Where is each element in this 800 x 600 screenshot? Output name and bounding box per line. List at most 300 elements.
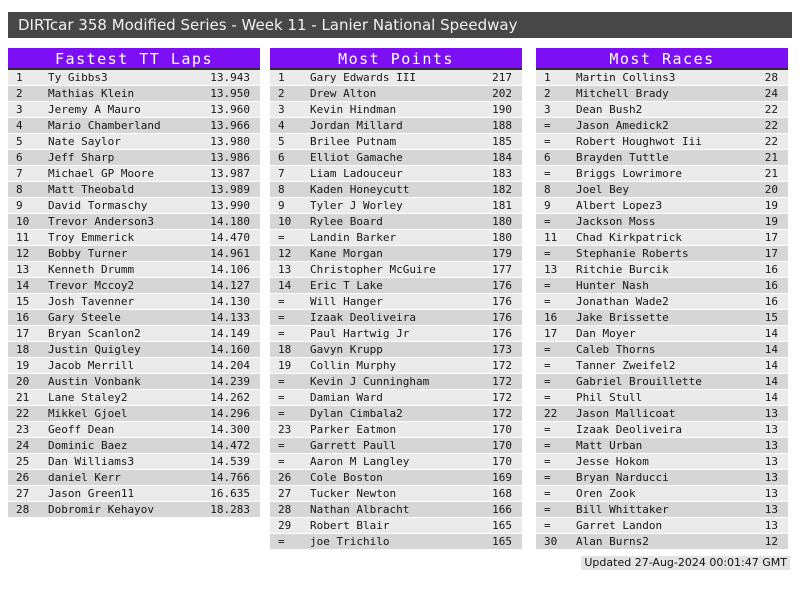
lap-time-cell: 14.204 [210,359,250,372]
rank-cell: 8 [16,183,23,196]
rank-cell: 18 [278,343,292,356]
driver-name-cell: Martin Collins3 [576,71,676,84]
table-row [8,230,260,245]
points-cell: 177 [492,263,512,276]
table-row [536,358,788,373]
driver-name-cell: Brilee Putnam [310,135,397,148]
rank-cell: = [544,487,551,500]
rank-cell: = [278,375,285,388]
rank-cell: = [278,231,285,244]
driver-name-cell: Aaron M Langley [310,455,410,468]
table-row [536,230,788,245]
driver-name-cell: Robert Houghwot Iii [576,135,702,148]
driver-name-cell: Collin Murphy [310,359,397,372]
table-row [536,342,788,357]
driver-name-cell: Jackson Moss [576,215,656,228]
driver-name-cell: Robert Blair [310,519,390,532]
driver-name-cell: Kane Morgan [310,247,383,260]
lap-time-cell: 13.960 [210,103,250,116]
table-row [8,406,260,421]
points-cell: 172 [492,359,512,372]
races-count-cell: 21 [764,151,778,164]
races-count-cell: 14 [764,343,778,356]
rank-cell: 27 [278,487,292,500]
races-count-cell: 19 [764,215,778,228]
points-cell: 170 [492,423,512,436]
table-row [536,86,788,101]
rank-cell: 23 [16,423,30,436]
table-row [270,374,522,389]
lap-time-cell: 14.127 [210,279,250,292]
rank-cell: 8 [544,183,551,196]
rank-cell: 15 [16,295,30,308]
rank-cell: = [278,439,285,452]
rank-cell: 14 [16,279,30,292]
driver-name-cell: Troy Emmerick [48,231,135,244]
driver-name-cell: Nathan Albracht [310,503,410,516]
rank-cell: 11 [16,231,30,244]
driver-name-cell: Gary Edwards III [310,71,416,84]
table-row [8,150,260,165]
driver-name-cell: Kaden Honeycutt [310,183,410,196]
driver-name-cell: Parker Eatmon [310,423,397,436]
points-cell: 185 [492,135,512,148]
rank-cell: = [544,215,551,228]
lap-time-cell: 14.470 [210,231,250,244]
table-row [270,166,522,181]
points-cell: 176 [492,279,512,292]
driver-name-cell: Ritchie Burcik [576,263,669,276]
rank-cell: 17 [16,327,30,340]
table-row [270,70,522,85]
driver-name-cell: Dan Williams3 [48,455,135,468]
updated-timestamp: Updated 27-Aug-2024 00:01:47 GMT [581,556,790,570]
table-row [536,534,788,549]
driver-name-cell: Trevor Mccoy2 [48,279,135,292]
races-count-cell: 15 [764,311,778,324]
driver-name-cell: Albert Lopez3 [576,199,663,212]
races-count-cell: 13 [764,487,778,500]
driver-name-cell: Jeremy A Mauro [48,103,141,116]
table-row [536,214,788,229]
driver-name-cell: Dylan Cimbala2 [310,407,403,420]
table-row [270,294,522,309]
table-row [270,198,522,213]
driver-name-cell: Matt Theobald [48,183,135,196]
lap-time-cell: 14.472 [210,439,250,452]
table-row [270,438,522,453]
rank-cell: = [544,247,551,260]
table-row [536,166,788,181]
driver-name-cell: Dobromir Kehayov [48,503,154,516]
rank-cell: 16 [16,311,30,324]
table-row [270,470,522,485]
driver-name-cell: Trevor Anderson3 [48,215,154,228]
driver-name-cell: Dominic Baez [48,439,128,452]
races-count-cell: 13 [764,407,778,420]
races-count-cell: 13 [764,503,778,516]
table-row [270,310,522,325]
lap-time-cell: 14.160 [210,343,250,356]
lap-time-cell: 14.296 [210,407,250,420]
lap-time-cell: 13.943 [210,71,250,84]
points-cell: 180 [492,231,512,244]
rank-cell: = [278,311,285,324]
driver-name-cell: Paul Hartwig Jr [310,327,410,340]
rank-cell: 3 [544,103,551,116]
rank-cell: 9 [544,199,551,212]
rank-cell: 13 [16,263,30,276]
lap-time-cell: 13.989 [210,183,250,196]
rank-cell: 12 [16,247,30,260]
rank-cell: = [544,391,551,404]
driver-name-cell: Jesse Hokom [576,455,649,468]
table-row [270,486,522,501]
table-row [8,166,260,181]
lap-time-cell: 14.130 [210,295,250,308]
points-cell: 179 [492,247,512,260]
driver-name-cell: Mitchell Brady [576,87,669,100]
driver-name-cell: Bryan Narducci [576,471,669,484]
fastest-tt-laps-rows [8,70,260,517]
points-cell: 172 [492,407,512,420]
rank-cell: 23 [278,423,292,436]
driver-name-cell: Dean Bush2 [576,103,643,116]
driver-name-cell: Josh Tavenner [48,295,135,308]
points-cell: 183 [492,167,512,180]
rank-cell: = [544,471,551,484]
lap-time-cell: 14.149 [210,327,250,340]
lap-time-cell: 14.133 [210,311,250,324]
driver-name-cell: Ty Gibbs3 [48,71,108,84]
table-row [270,134,522,149]
driver-name-cell: Garret Landon [576,519,663,532]
table-row [270,406,522,421]
driver-name-cell: Jason Green11 [48,487,135,500]
driver-name-cell: Nate Saylor [48,135,121,148]
rank-cell: 16 [544,311,558,324]
rank-cell: 1 [544,71,551,84]
rank-cell: = [544,359,551,372]
points-cell: 172 [492,391,512,404]
driver-name-cell: Phil Stull [576,391,643,404]
rank-cell: = [278,455,285,468]
races-count-cell: 22 [764,119,778,132]
driver-name-cell: Geoff Dean [48,423,115,436]
lap-time-cell: 14.262 [210,391,250,404]
driver-name-cell: Gary Steele [48,311,121,324]
table-row [8,310,260,325]
rank-cell: = [544,439,551,452]
rank-cell: = [278,327,285,340]
leaderboard-most-races [536,48,788,550]
points-cell: 165 [492,519,512,532]
panel-header-most-races: Most Races [536,48,788,70]
rank-cell: 4 [16,119,23,132]
races-count-cell: 13 [764,519,778,532]
races-count-cell: 13 [764,471,778,484]
table-row [536,278,788,293]
driver-name-cell: Kenneth Drumm [48,263,135,276]
rank-cell: 8 [278,183,285,196]
table-row [536,486,788,501]
lap-time-cell: 13.990 [210,199,250,212]
driver-name-cell: Jordan Millard [310,119,403,132]
table-row [536,198,788,213]
driver-name-cell: Kevin Hindman [310,103,397,116]
table-row [8,246,260,261]
rank-cell: 28 [278,503,292,516]
lap-time-cell: 14.766 [210,471,250,484]
table-row [270,518,522,533]
rank-cell: = [278,407,285,420]
table-row [536,502,788,517]
races-count-cell: 14 [764,359,778,372]
table-row [8,102,260,117]
table-row [8,470,260,485]
races-count-cell: 19 [764,199,778,212]
rank-cell: 27 [16,487,30,500]
rank-cell: 26 [278,471,292,484]
table-row [8,454,260,469]
table-row [536,150,788,165]
points-cell: 202 [492,87,512,100]
races-count-cell: 28 [764,71,778,84]
driver-name-cell: Alan Burns2 [576,535,649,548]
races-count-cell: 16 [764,263,778,276]
most-races-rows [536,70,788,549]
races-count-cell: 21 [764,167,778,180]
rank-cell: = [278,295,285,308]
table-row [8,278,260,293]
lap-time-cell: 14.300 [210,423,250,436]
rank-cell: = [544,295,551,308]
rank-cell: 6 [278,151,285,164]
points-cell: 180 [492,215,512,228]
lap-time-cell: 13.966 [210,119,250,132]
driver-name-cell: Gabriel Brouillette [576,375,702,388]
table-row [536,406,788,421]
races-count-cell: 14 [764,375,778,388]
table-row [8,390,260,405]
table-row [8,326,260,341]
races-count-cell: 12 [764,535,778,548]
rank-cell: 10 [16,215,30,228]
driver-name-cell: Eric T Lake [310,279,383,292]
title-bar [8,12,792,38]
rank-cell: = [544,455,551,468]
driver-name-cell: Mathias Klein [48,87,135,100]
points-cell: 190 [492,103,512,116]
table-row [270,150,522,165]
rank-cell: 6 [16,151,23,164]
table-row [270,214,522,229]
table-row [536,422,788,437]
table-row [536,518,788,533]
table-row [270,454,522,469]
rank-cell: 19 [16,359,30,372]
points-cell: 170 [492,439,512,452]
driver-name-cell: Oren Zook [576,487,636,500]
table-row [8,214,260,229]
driver-name-cell: Izaak Deoliveira [310,311,416,324]
lap-time-cell: 13.987 [210,167,250,180]
table-row [8,502,260,517]
driver-name-cell: Bryan Scanlon2 [48,327,141,340]
rank-cell: 13 [544,263,558,276]
rank-cell: 4 [278,119,285,132]
driver-name-cell: joe Trichilo [310,535,390,548]
driver-name-cell: Austin Vonbank [48,375,141,388]
driver-name-cell: Tyler J Worley [310,199,403,212]
races-count-cell: 16 [764,295,778,308]
points-cell: 176 [492,311,512,324]
rank-cell: 5 [278,135,285,148]
rank-cell: 5 [16,135,23,148]
lap-time-cell: 13.950 [210,87,250,100]
rank-cell: 3 [16,103,23,116]
leaderboard-most-points [270,48,522,550]
table-row [536,438,788,453]
table-row [8,134,260,149]
rank-cell: 1 [16,71,23,84]
driver-name-cell: Caleb Thorns [576,343,656,356]
driver-name-cell: Tucker Newton [310,487,397,500]
rank-cell: 22 [16,407,30,420]
table-row [536,310,788,325]
rank-cell: 25 [16,455,30,468]
races-count-cell: 20 [764,183,778,196]
table-row [270,326,522,341]
rank-cell: = [544,135,551,148]
table-row [270,390,522,405]
driver-name-cell: daniel Kerr [48,471,121,484]
rank-cell: 12 [278,247,292,260]
table-row [8,486,260,501]
rank-cell: = [544,423,551,436]
rank-cell: 2 [544,87,551,100]
rank-cell: 6 [544,151,551,164]
driver-name-cell: Drew Alton [310,87,377,100]
driver-name-cell: Hunter Nash [576,279,649,292]
table-row [536,390,788,405]
lap-time-cell: 16.635 [210,487,250,500]
rank-cell: 20 [16,375,30,388]
table-row [270,86,522,101]
table-row [536,118,788,133]
lap-time-cell: 13.986 [210,151,250,164]
panel-header-most-points: Most Points [270,48,522,70]
driver-name-cell: Justin Quigley [48,343,141,356]
driver-name-cell: Jason Mallicoat [576,407,676,420]
table-row [8,262,260,277]
points-cell: 188 [492,119,512,132]
driver-name-cell: Garrett Paull [310,439,397,452]
rank-cell: = [278,535,285,548]
driver-name-cell: Will Hanger [310,295,383,308]
driver-name-cell: Jake Brissette [576,311,669,324]
table-row [8,294,260,309]
driver-name-cell: Lane Staley2 [48,391,128,404]
driver-name-cell: Gavyn Krupp [310,343,383,356]
points-cell: 168 [492,487,512,500]
driver-name-cell: Matt Urban [576,439,643,452]
lap-time-cell: 14.961 [210,247,250,260]
driver-name-cell: Bobby Turner [48,247,128,260]
table-row [270,502,522,517]
table-row [270,534,522,549]
rank-cell: 29 [278,519,292,532]
table-row [8,422,260,437]
driver-name-cell: Dan Moyer [576,327,636,340]
driver-name-cell: Bill Whittaker [576,503,669,516]
lap-time-cell: 14.180 [210,215,250,228]
rank-cell: 1 [278,71,285,84]
rank-cell: = [544,375,551,388]
rank-cell: 2 [278,87,285,100]
table-row [8,198,260,213]
table-row [8,342,260,357]
rank-cell: 3 [278,103,285,116]
table-row [536,246,788,261]
table-row [270,422,522,437]
points-cell: 184 [492,151,512,164]
races-count-cell: 14 [764,327,778,340]
points-cell: 182 [492,183,512,196]
leaderboard-fastest-tt-laps [8,48,260,518]
driver-name-cell: Jacob Merrill [48,359,135,372]
driver-name-cell: Mario Chamberland [48,119,161,132]
driver-name-cell: Joel Bey [576,183,629,196]
lap-time-cell: 14.539 [210,455,250,468]
rank-cell: = [544,167,551,180]
driver-name-cell: Mikkel Gjoel [48,407,128,420]
driver-name-cell: David Tormaschy [48,199,148,212]
rank-cell: 13 [278,263,292,276]
table-row [536,182,788,197]
races-count-cell: 13 [764,439,778,452]
rank-cell: 26 [16,471,30,484]
table-row [536,374,788,389]
points-cell: 217 [492,71,512,84]
table-row [536,294,788,309]
races-count-cell: 14 [764,391,778,404]
driver-name-cell: Jonathan Wade2 [576,295,669,308]
table-row [536,70,788,85]
rank-cell: 28 [16,503,30,516]
points-cell: 166 [492,503,512,516]
points-cell: 176 [492,295,512,308]
page-title: DIRTcar 358 Modified Series - Week 11 - Lanier National Speedway [18,16,518,34]
driver-name-cell: Chad Kirkpatrick [576,231,682,244]
driver-name-cell: Stephanie Roberts [576,247,689,260]
races-count-cell: 22 [764,103,778,116]
table-row [270,278,522,293]
table-row [536,454,788,469]
table-row [8,358,260,373]
rank-cell: = [544,503,551,516]
driver-name-cell: Elliot Gamache [310,151,403,164]
table-row [8,438,260,453]
races-count-cell: 17 [764,247,778,260]
table-row [270,246,522,261]
driver-name-cell: Tanner Zweifel2 [576,359,676,372]
driver-name-cell: Kevin J Cunningham [310,375,430,388]
rank-cell: 19 [278,359,292,372]
rank-cell: = [544,343,551,356]
rank-cell: 11 [544,231,558,244]
rank-cell: = [278,391,285,404]
